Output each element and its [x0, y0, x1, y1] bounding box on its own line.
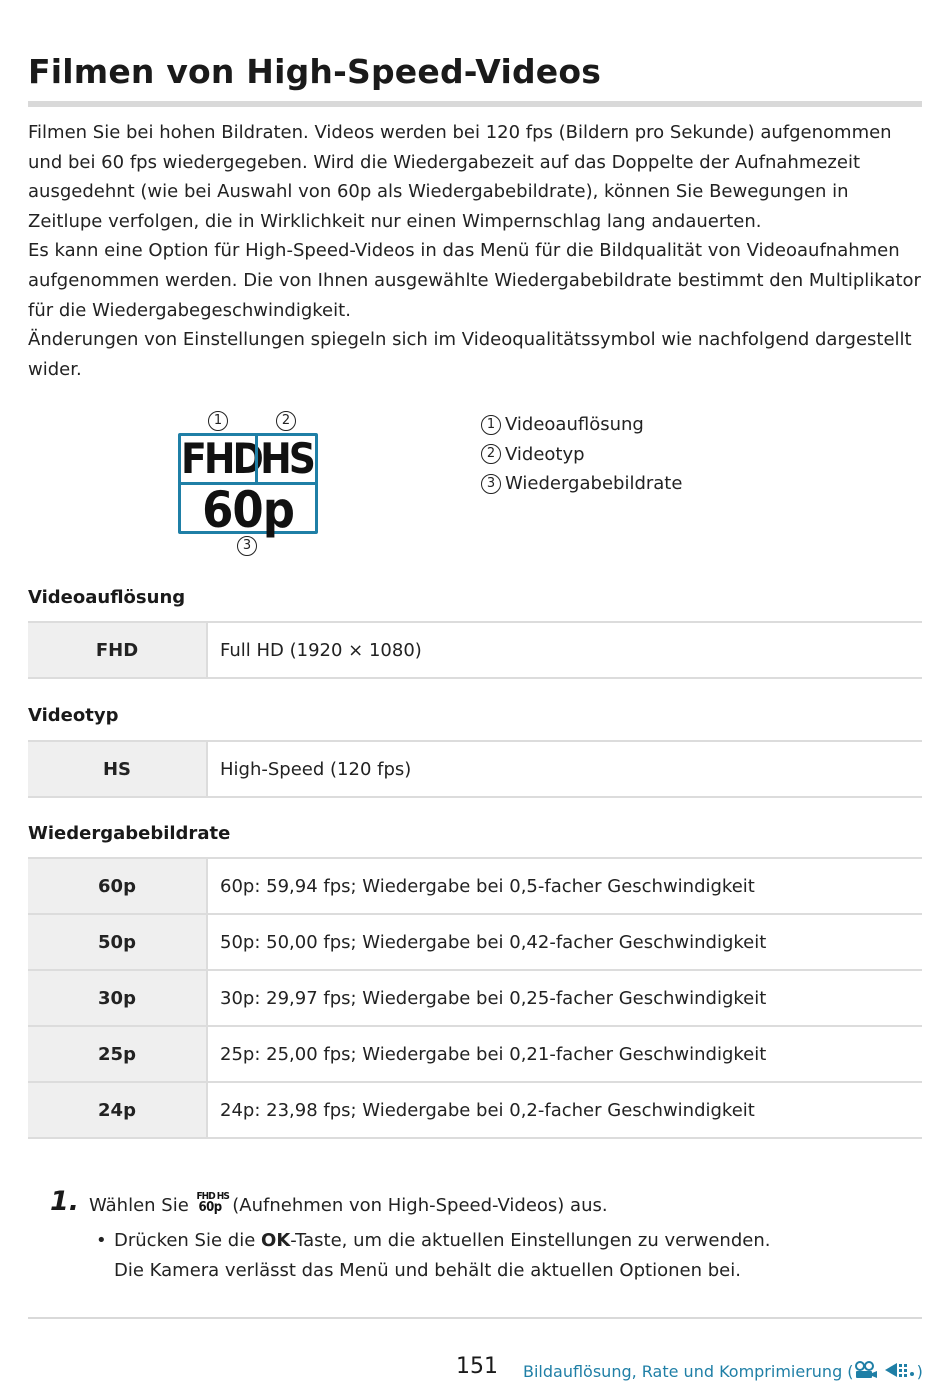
framerate-box: 60p	[178, 482, 318, 534]
table-row	[28, 858, 922, 914]
table-key: 50p	[28, 914, 207, 970]
table-row	[28, 914, 922, 970]
video-quality-icon-diagram	[175, 405, 325, 565]
hs-icon-bottom: 60p	[198, 1200, 222, 1215]
step-text-after: (Aufnehmen von High-Speed-Videos) aus.	[232, 1195, 608, 1216]
table-row	[28, 1026, 922, 1082]
table-value: High-Speed (120 fps)	[207, 741, 922, 797]
step-number: 1.	[50, 1186, 80, 1217]
list-item	[96, 1226, 770, 1256]
legend-item	[481, 410, 682, 440]
page-title: Filmen von High-Speed-Videos	[28, 52, 602, 91]
intro-paragraph: Filmen Sie bei hohen Bildraten. Videos werden bei 120 fps (Bildern pro Sekunde) aufgenommen und bei 60 fps wiedergegeben. Wird die Wiedergabezeit auf das Doppelte der Aufnahmezeit ausgedehnt (wie bei Auswahl von 60p als Wiedergabebildrate), können Sie Bewegungen in Zeitlupe verfolgen, die in Wirklichkeit nur einen Wimpernschlag lang andauerten.	[28, 122, 892, 232]
legend-label: Videoauflösung	[505, 414, 644, 435]
legend-number: 1	[481, 415, 501, 435]
section-heading-resolution: Videoauflösung	[28, 587, 186, 608]
legend-label: Wiedergabebildrate	[505, 473, 683, 495]
intro-paragraph: Es kann eine Option für High-Speed-Videos in das Menü für die Bildqualität von Videoaufnahmen aufgenommen werden. Die von Ihnen ausgewählte Wiedergabebildrate bestimmt den Multiplikator für die Wiedergabegeschwindigkeit.	[28, 240, 921, 321]
table-value: 24p: 23,98 fps; Wiedergabe bei 0,2-facher Geschwindigkeit	[207, 1082, 922, 1138]
section-link-text: Bildauflösung, Rate und Komprimierung (	[523, 1362, 854, 1381]
step-bullets	[96, 1226, 770, 1285]
section-link[interactable]	[523, 1361, 923, 1383]
hs-icon-top: FHD HS	[196, 1191, 229, 1202]
movie-camera-icon	[854, 1361, 878, 1383]
section-link-close: )	[916, 1362, 923, 1381]
table-key: 25p	[28, 1026, 207, 1082]
table-value: 30p: 29,97 fps; Wiedergabe bei 0,25-facher Geschwindigkeit	[207, 970, 922, 1026]
framerate-table	[28, 857, 922, 1139]
legend-number: 3	[481, 474, 501, 494]
table-value: 50p: 50,00 fps; Wiedergabe bei 0,42-facher Geschwindigkeit	[207, 914, 922, 970]
hs-video-quality-icon	[196, 1191, 229, 1215]
resolution-box: FHD	[178, 433, 258, 485]
table-row	[28, 970, 922, 1026]
bullet-prefix: Drücken Sie die	[114, 1230, 256, 1251]
image-quality-icon	[883, 1361, 917, 1383]
legend-label: Videotyp	[505, 443, 585, 465]
list-item-continued	[96, 1256, 770, 1286]
section-heading-type: Videotyp	[28, 705, 119, 726]
step-text-before: Wählen Sie	[89, 1195, 189, 1216]
resolution-table	[28, 621, 922, 679]
intro-paragraph: Änderungen von Einstellungen spiegeln sich im Videoqualitätssymbol wie nachfolgend dargestellt wider.	[28, 329, 912, 380]
bullet-icon: •	[96, 1230, 107, 1251]
table-key: 60p	[28, 858, 207, 914]
table-key: 30p	[28, 970, 207, 1026]
section-heading-framerate: Wiedergabebildrate	[28, 823, 231, 844]
table-row	[28, 741, 922, 797]
table-value: 25p: 25,00 fps; Wiedergabe bei 0,21-facher Geschwindigkeit	[207, 1026, 922, 1082]
page-number: 151	[456, 1354, 498, 1379]
legend-item	[481, 440, 682, 470]
table-row	[28, 1082, 922, 1138]
type-box: HS	[255, 433, 318, 485]
marker-1: 1	[208, 411, 228, 431]
bullet-suffix: -Taste, um die aktuellen Einstellungen zu verwenden.	[290, 1230, 771, 1251]
title-rule	[28, 101, 922, 107]
table-value: Full HD (1920 × 1080)	[207, 622, 922, 678]
bullet-line2: Die Kamera verlässt das Menü und behält die aktuellen Optionen bei.	[114, 1259, 741, 1281]
footer-rule	[28, 1317, 922, 1319]
table-key: FHD	[28, 622, 207, 678]
step-instruction	[89, 1192, 608, 1216]
ok-key-label: OK	[261, 1230, 291, 1251]
table-key: HS	[28, 741, 207, 797]
intro-text	[28, 118, 924, 384]
table-key: 24p	[28, 1082, 207, 1138]
marker-2: 2	[276, 411, 296, 431]
type-table	[28, 740, 922, 798]
legend-item	[481, 469, 682, 499]
diagram-legend	[481, 410, 682, 499]
marker-3: 3	[237, 536, 257, 556]
table-value: 60p: 59,94 fps; Wiedergabe bei 0,5-facher Geschwindigkeit	[207, 858, 922, 914]
legend-number: 2	[481, 444, 501, 464]
table-row	[28, 622, 922, 678]
